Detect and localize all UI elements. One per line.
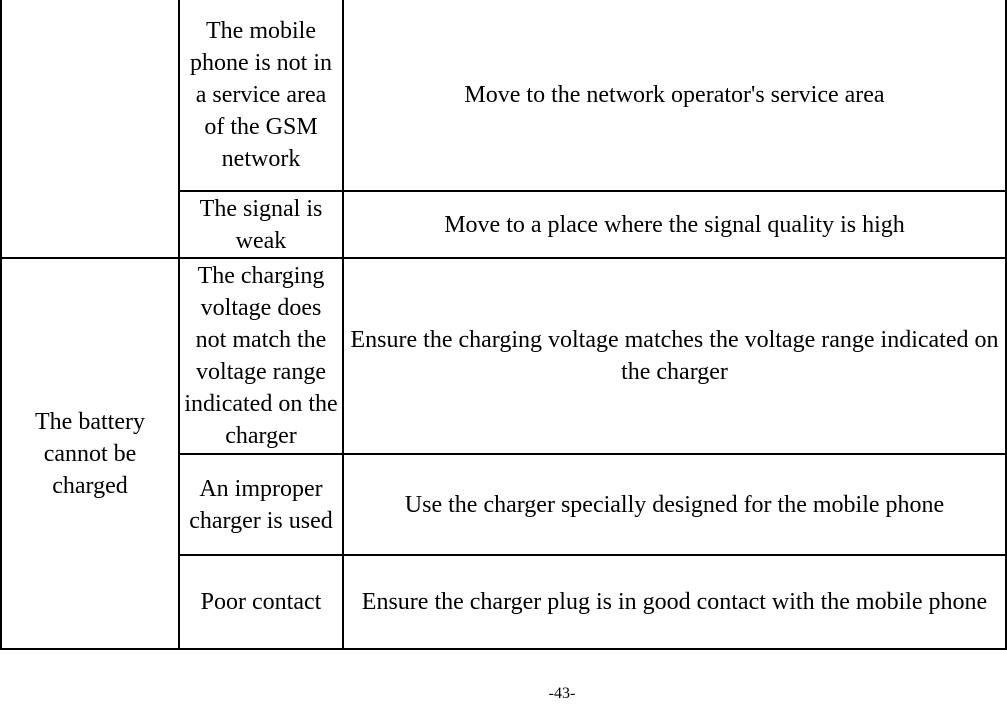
table-row: [1, 0, 1006, 191]
cause-cell: An improper charger is used: [179, 454, 343, 555]
solution-cell: Ensure the charger plug is in good contact with the mobile phone: [343, 555, 1006, 649]
cause-cell: Poor contact: [179, 555, 343, 649]
solution-cell: Move to a place where the signal quality is high: [343, 191, 1006, 258]
solution-cell: Move to the network operator's service area: [343, 0, 1006, 191]
problem-cell: [1, 0, 179, 258]
solution-cell: Ensure the charging voltage matches the voltage range indicated on the charger: [343, 258, 1006, 454]
cause-cell: The mobile phone is not in a service area of the GSM network: [179, 0, 343, 191]
page-number: -43-: [548, 685, 576, 702]
cause-cell: The signal is weak: [179, 191, 343, 258]
problem-cell: The battery cannot be charged: [1, 258, 179, 649]
table-row: [1, 258, 1006, 454]
cause-cell: The charging voltage does not match the voltage range indicated on the charger: [179, 258, 343, 454]
solution-cell: Use the charger specially designed for the mobile phone: [343, 454, 1006, 555]
